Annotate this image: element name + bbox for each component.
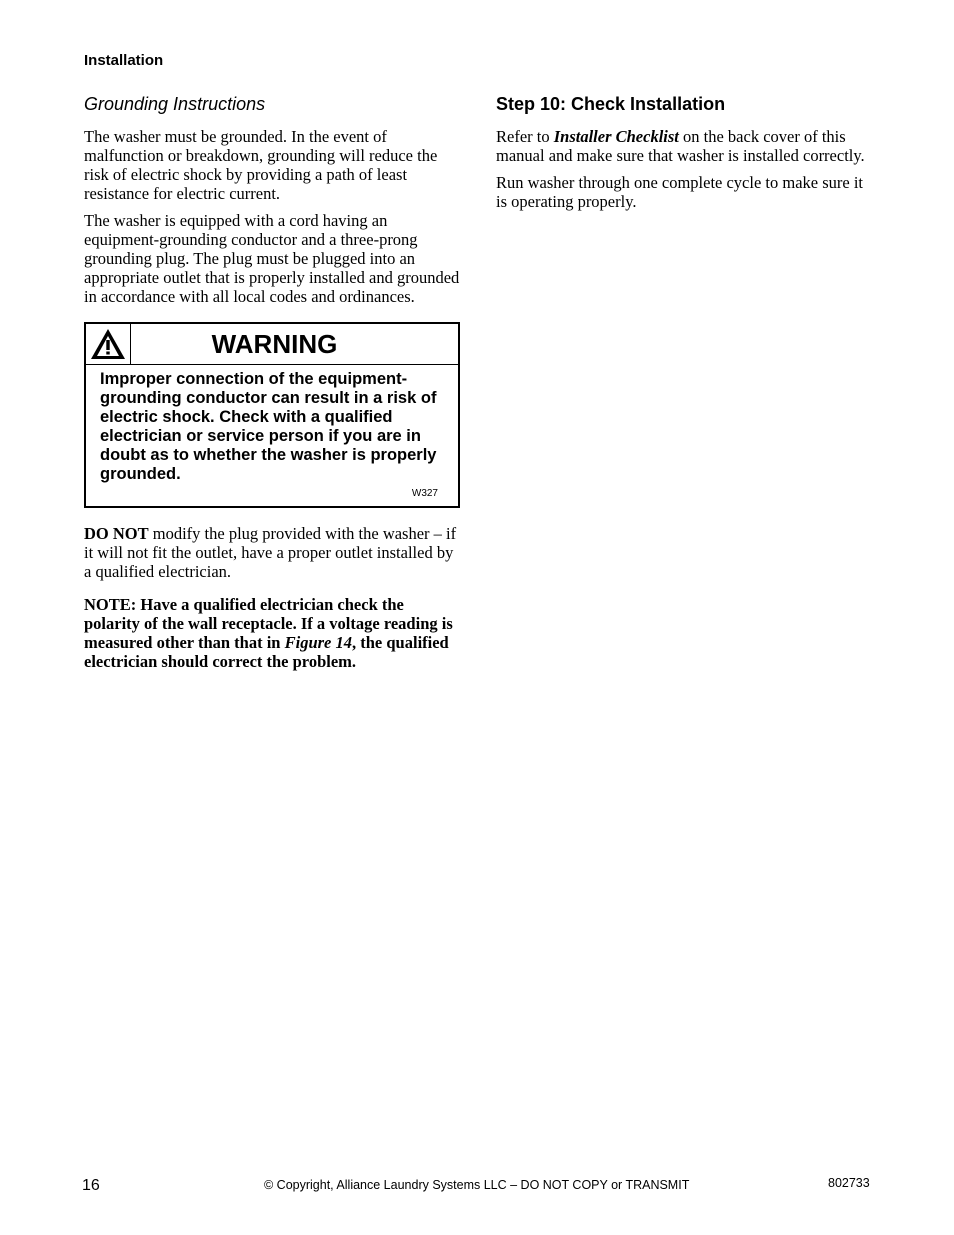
do-not-label: DO NOT <box>84 524 149 543</box>
note-text-1: NOTE: Have a qualified electrician check the polarity of the wall receptacle. If a voltage reading is measured other than that in <box>84 595 453 652</box>
warning-box <box>84 322 460 508</box>
note-paragraph <box>84 595 460 671</box>
step10-p1-pre: Refer to <box>496 127 554 146</box>
grounding-paragraph-2: The washer is equipped with a cord having an equipment-grounding conductor and a three-prong grounding plug. The plug must be plugged into an appropriate outlet that is properly installed and grounded in accordance with all local codes and ordinances. <box>84 211 460 306</box>
do-not-paragraph <box>84 524 460 581</box>
right-column <box>496 93 866 219</box>
step10-paragraph-2: Run washer through one complete cycle to make sure it is operating properly. <box>496 173 864 211</box>
note-figure-ref: Figure 14 <box>284 633 353 652</box>
left-column <box>84 93 460 679</box>
step10-paragraph-1 <box>496 127 866 165</box>
section-header: Installation <box>84 52 164 69</box>
warning-body <box>86 365 458 506</box>
step10-title: Step 10: Check Installation <box>496 94 726 114</box>
footer-copyright: © Copyright, Alliance Laundry Systems LLC – DO NOT COPY or TRANSMIT <box>264 1178 690 1192</box>
page-number: 16 <box>82 1177 100 1194</box>
grounding-title: Grounding Instructions <box>84 94 266 114</box>
note-text-2: , the qualified electrician should correct the problem. <box>84 633 449 671</box>
document-number: 802733 <box>828 1176 870 1190</box>
step10-p1-post: on the back cover of this manual and make sure that washer is installed correctly. <box>496 127 865 165</box>
warning-triangle-icon <box>89 327 127 361</box>
grounding-paragraph-1: The washer must be grounded. In the event of malfunction or breakdown, grounding will reduce the risk of electric shock by providing a path of least resistance for electric current. <box>84 127 438 203</box>
do-not-text: modify the plug provided with the washer – if it will not fit the outlet, have a proper outlet installed by a qualified electrician. <box>84 524 457 581</box>
warning-header <box>86 324 458 365</box>
warning-icon-cell <box>86 324 131 364</box>
warning-code: W327 <box>411 488 438 499</box>
warning-title: WARNING <box>211 329 338 359</box>
warning-text: Improper connection of the equipment-grounding conductor can result in a risk of electric shock. Check with a qualified electrician or service person if you are in doubt as to whether the washer is properly grounded. <box>100 370 437 483</box>
installer-checklist-ref: Installer Checklist <box>553 127 679 146</box>
